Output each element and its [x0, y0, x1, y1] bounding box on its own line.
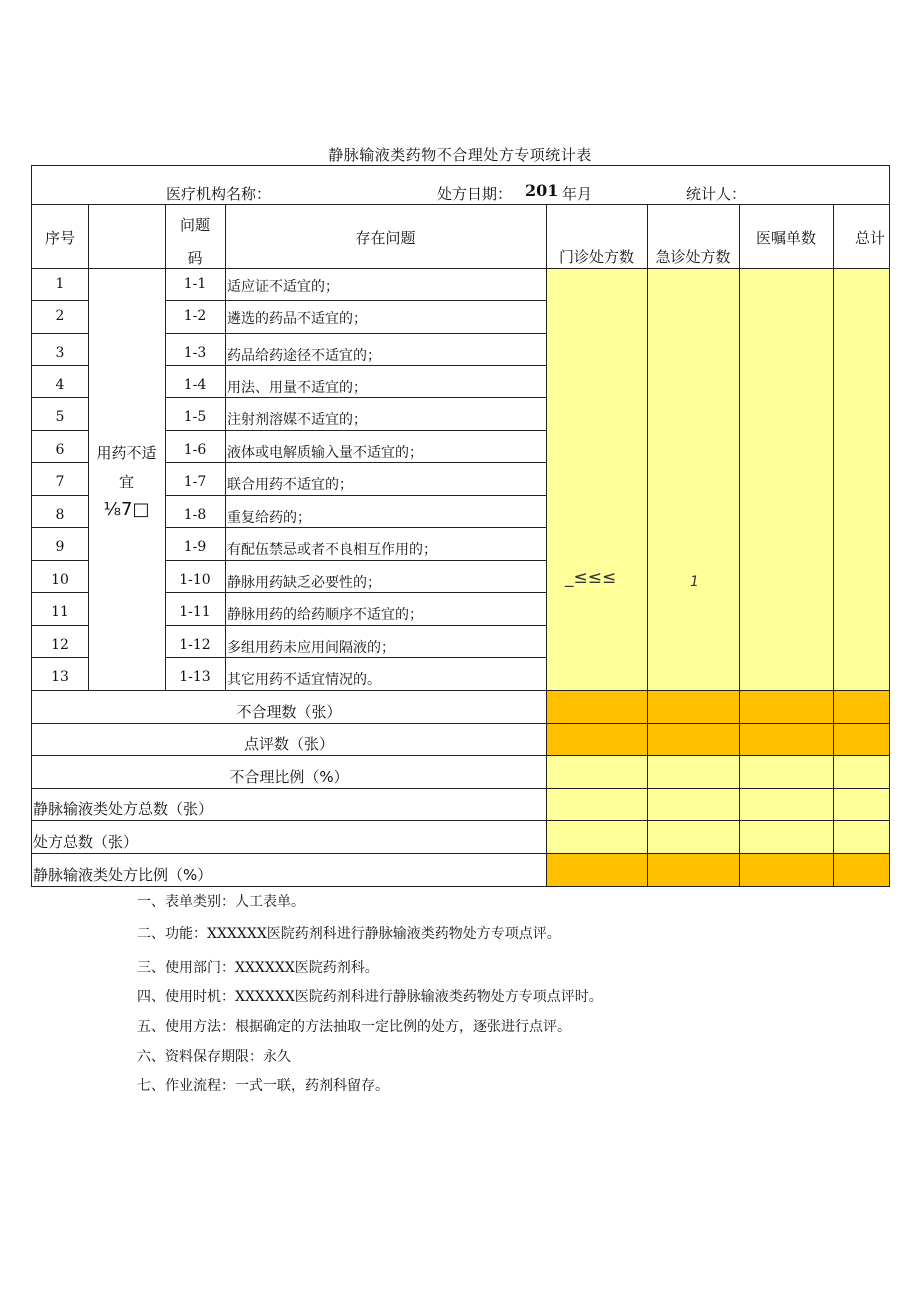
- table-hline: [165, 462, 547, 463]
- table-hline: [31, 657, 89, 658]
- header-issue: 存在问题: [355, 229, 416, 247]
- table-vline: [225, 204, 226, 691]
- summary-reviewed: 点评数（张）: [243, 735, 334, 753]
- row-issue: 药品给药途径不适宜的；: [227, 348, 381, 364]
- row-issue: 有配伍禁忌或者不良相互作用的；: [227, 542, 437, 558]
- row-seq: 4: [55, 377, 65, 393]
- emergency-mark: 1: [690, 574, 699, 590]
- date-label: 处方日期：: [437, 185, 513, 203]
- date-value: 201: [525, 181, 559, 200]
- table-hline: [31, 690, 890, 691]
- outpatient-data-area: [546, 268, 889, 690]
- table-hline: [31, 853, 890, 854]
- row-issue: 重复给药的；: [227, 510, 311, 526]
- table-hline: [31, 365, 89, 366]
- row-seq: 8: [55, 507, 65, 523]
- summary-iv-ratio: 静脉输液类处方比例（%）: [33, 866, 213, 884]
- outpatient-mark: _≤≤≤: [565, 568, 617, 588]
- table-hline: [31, 755, 890, 756]
- table-vline: [833, 204, 834, 887]
- header-orders: 医嘱单数: [755, 229, 816, 247]
- row-seq: 5: [55, 409, 65, 425]
- row-seq: 11: [51, 604, 69, 620]
- table-hline: [31, 300, 89, 301]
- summary-unreasonable: 不合理数（张）: [236, 703, 342, 721]
- institution-label: 医疗机构名称：: [166, 185, 272, 203]
- date-suffix: 年月: [562, 185, 593, 203]
- row-code: 1-7: [183, 474, 207, 490]
- rx-total-cells: [546, 820, 889, 853]
- table-hline: [31, 397, 89, 398]
- iv-total-cells: [546, 788, 889, 820]
- table-hline: [31, 592, 89, 593]
- row-code: 1-5: [183, 409, 207, 425]
- row-code: 1-1: [183, 276, 207, 292]
- table-hline: [31, 430, 89, 431]
- table-hline: [31, 333, 89, 334]
- header-outpatient: 门诊处方数: [558, 248, 634, 266]
- note-3: 三、使用部门：XXXXXX医院药剂科。: [137, 960, 379, 976]
- note-6: 六、资料保存期限：永久: [137, 1049, 291, 1065]
- row-issue: 适应证不适宜的；: [227, 279, 339, 295]
- row-seq: 6: [55, 442, 65, 458]
- row-issue: 注射剂溶媒不适宜的；: [227, 412, 367, 428]
- row-seq: 9: [55, 539, 65, 555]
- row-issue: 静脉用药缺乏必要性的；: [227, 575, 381, 591]
- row-issue: 液体或电解质输入量不适宜的；: [227, 445, 423, 461]
- row-seq: 10: [51, 572, 69, 588]
- category-line1: 用药不适: [96, 444, 157, 462]
- header-code-line1: 问题: [179, 216, 210, 234]
- row-code: 1-13: [179, 669, 211, 685]
- row-seq: 1: [55, 276, 65, 292]
- header-code-line2: 码: [187, 249, 203, 267]
- row-code: 1-2: [183, 308, 207, 324]
- note-1: 一、表单类别：人工表单。: [137, 894, 305, 910]
- note-4: 四、使用时机：XXXXXX医院药剂科进行静脉输液类药物处方专项点评时。: [137, 989, 603, 1005]
- header-seq: 序号: [44, 229, 75, 247]
- iv-ratio-cells: [546, 853, 889, 886]
- table-hline: [31, 886, 890, 887]
- row-code: 1-10: [179, 572, 211, 588]
- header-total: 总计: [855, 229, 886, 247]
- table-hline: [165, 430, 547, 431]
- table-vline: [739, 204, 740, 887]
- page-title: 静脉输液类药物不合理处方专项统计表: [328, 146, 592, 164]
- table-hline: [165, 300, 547, 301]
- row-code: 1-8: [183, 507, 207, 523]
- header-emergency: 急诊处方数: [655, 248, 731, 266]
- row-issue: 多组用药未应用间隔液的；: [227, 640, 395, 656]
- table-hline: [165, 657, 547, 658]
- summary-rx-total: 处方总数（张）: [33, 833, 139, 851]
- row-seq: 2: [55, 308, 65, 324]
- table-hline: [31, 788, 890, 789]
- table-hline: [31, 462, 89, 463]
- row-issue: 遴选的药品不适宜的；: [227, 311, 367, 327]
- table-hline: [165, 365, 547, 366]
- table-hline: [165, 625, 547, 626]
- note-5: 五、使用方法：根据确定的方法抽取一定比例的处方，逐张进行点评。: [137, 1019, 571, 1035]
- unreasonable-count-cells: [546, 690, 889, 723]
- table-hline: [165, 527, 547, 528]
- row-code: 1-3: [183, 345, 207, 361]
- table-hline: [31, 204, 890, 205]
- stat-person-label: 统计人：: [686, 185, 747, 203]
- table-hline: [31, 165, 890, 166]
- table-hline: [165, 397, 547, 398]
- row-code: 1-9: [183, 539, 207, 555]
- table-hline: [31, 495, 89, 496]
- category-line3: ⅛7□: [103, 499, 150, 520]
- row-code: 1-11: [179, 604, 211, 620]
- ratio-cells: [546, 755, 889, 788]
- summary-ratio: 不合理比例（%）: [229, 768, 349, 786]
- row-seq: 3: [55, 345, 65, 361]
- table-hline: [165, 495, 547, 496]
- reviewed-count-cells: [546, 723, 889, 755]
- table-hline: [31, 560, 89, 561]
- table-hline: [31, 625, 89, 626]
- row-code: 1-12: [179, 637, 211, 653]
- row-code: 1-4: [183, 377, 207, 393]
- table-hline: [165, 560, 547, 561]
- table-hline: [31, 527, 89, 528]
- summary-iv-total: 静脉输液类处方总数（张）: [33, 800, 214, 818]
- row-code: 1-6: [183, 442, 207, 458]
- row-issue: 静脉用药的给药顺序不适宜的；: [227, 607, 423, 623]
- table-vline: [546, 204, 547, 887]
- note-7: 七、作业流程：一式一联，药剂科留存。: [137, 1078, 389, 1094]
- category-line2: 宜: [118, 473, 134, 491]
- row-seq: 7: [55, 474, 65, 490]
- row-seq: 12: [51, 637, 69, 653]
- table-hline: [31, 723, 890, 724]
- row-issue: 用法、用量不适宜的；: [227, 380, 367, 396]
- row-issue: 其它用药不适宜情况的。: [227, 672, 381, 688]
- table-hline: [31, 820, 890, 821]
- note-2: 二、功能：XXXXXX医院药剂科进行静脉输液类药物处方专项点评。: [137, 926, 561, 942]
- table-vline: [889, 165, 890, 887]
- row-seq: 13: [51, 669, 69, 685]
- row-issue: 联合用药不适宜的；: [227, 477, 353, 493]
- table-hline: [165, 592, 547, 593]
- table-hline: [165, 333, 547, 334]
- table-vline: [647, 204, 648, 887]
- table-hline: [31, 268, 890, 269]
